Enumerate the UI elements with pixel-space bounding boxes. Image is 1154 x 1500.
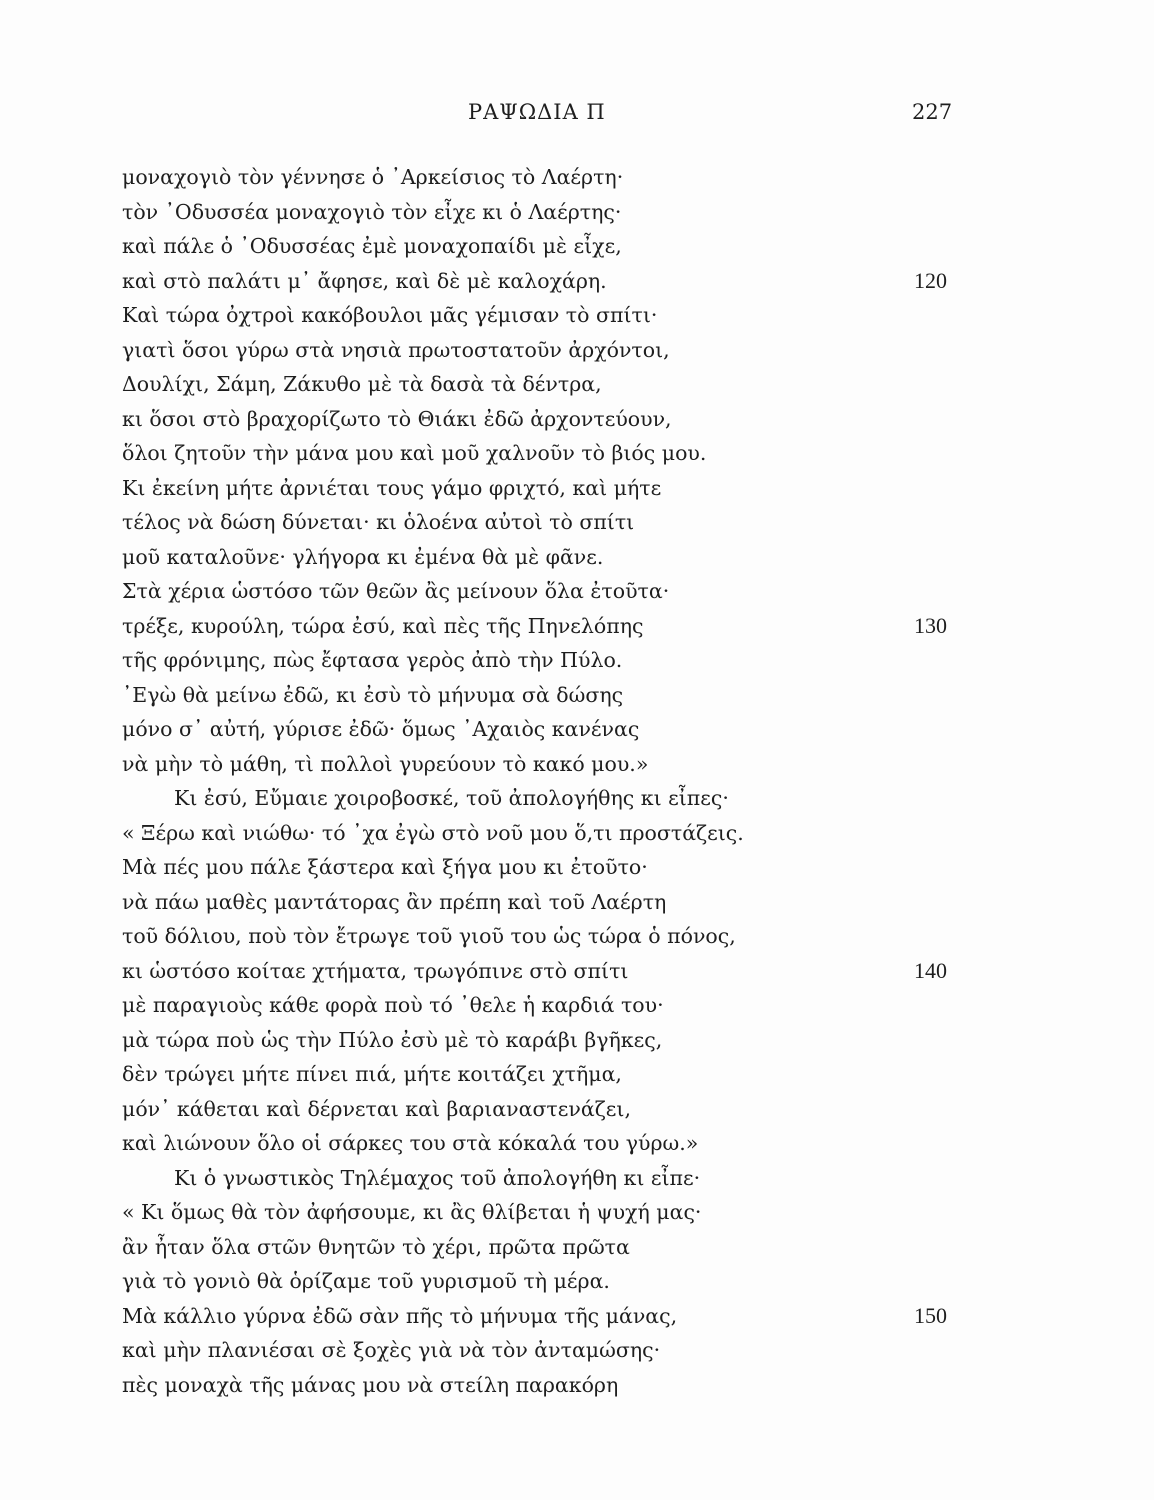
line-number: 130 — [914, 612, 947, 638]
poem-text — [122, 160, 962, 1402]
verse-line — [122, 1126, 962, 1161]
verse-line — [122, 1368, 962, 1403]
verse-line — [122, 160, 962, 195]
verse-text: πὲς μοναχὰ τῆς μάνας μου νὰ στείλη παρακόρη — [122, 1372, 619, 1397]
verse-line — [122, 1264, 962, 1299]
verse-text: μόνο σ᾿ αὐτή, γύρισε ἐδῶ· ὅμως ᾿Αχαιὸς κανένας — [122, 717, 640, 741]
line-number: 120 — [914, 267, 947, 293]
verse-line — [122, 1161, 962, 1196]
verse-text: κι ὅσοι στὸ βραχορίζωτο τὸ Θιάκι ἐδῶ ἀρχοντεύουν, — [122, 406, 672, 431]
verse-text: τῆς φρόνιμης, πὼς ἔφτασα γερὸς ἀπὸ τὴν Πύλο. — [122, 648, 623, 672]
verse-line — [122, 195, 962, 230]
verse-text: τρέξε, κυρούλη, τώρα ἐσύ, καὶ πὲς τῆς Πηνελόπης — [122, 613, 644, 638]
verse-text: νὰ μὴν τὸ μάθη, τὶ πολλοὶ γυρεύουν τὸ κακό μου.» — [122, 751, 649, 776]
verse-text: καὶ στὸ παλάτι μ᾿ ἄφησε, καὶ δὲ μὲ καλοχάρη. — [122, 268, 607, 293]
verse-text: τὸν ᾿Οδυσσέα μοναχογιὸ τὸν εἶχε κι ὁ Λαέρτης· — [122, 199, 622, 224]
verse-line — [122, 367, 962, 402]
verse-text: Μὰ πές μου πάλε ξάστερα καὶ ξήγα μου κι ἐτοῦτο· — [122, 855, 648, 879]
verse-line — [122, 678, 962, 713]
verse-line — [122, 954, 962, 989]
verse-text: μὲ παραγιοὺς κάθε φορὰ ποὺ τό ᾿θελε ἡ καρδιά του· — [122, 993, 664, 1017]
verse-text: καὶ λιώνουν ὅλο οἱ σάρκες του στὰ κόκαλά του γύρω.» — [122, 1131, 699, 1155]
verse-text: ὅλοι ζητοῦν τὴν μάνα μου καὶ μοῦ χαλνοῦν τὸ βιός μου. — [122, 441, 707, 465]
verse-line — [122, 229, 962, 264]
verse-line — [122, 747, 962, 782]
verse-text: γιατὶ ὅσοι γύρω στὰ νησιὰ πρωτοστατοῦν ἀρχόντοι, — [122, 337, 670, 362]
verse-text: Δουλίχι, Σάμη, Ζάκυθο μὲ τὰ δασὰ τὰ δέντρα, — [122, 372, 602, 396]
line-number: 140 — [914, 957, 947, 983]
verse-line — [122, 712, 962, 747]
verse-text: Κι ἐσύ, Εὔμαιε χοιροβοσκέ, τοῦ ἀπολογήθης κι εἶπες· — [174, 786, 729, 810]
verse-line — [122, 885, 962, 920]
verse-line — [122, 540, 962, 575]
verse-line — [122, 988, 962, 1023]
running-head: ΡΑΨΩΔΙΑ Π — [468, 100, 606, 124]
verse-text: ᾿Εγὼ θὰ μείνω ἐδῶ, κι ἐσὺ τὸ μήνυμα σὰ δώσης — [122, 682, 624, 707]
page-number: 227 — [912, 100, 953, 124]
verse-text: νὰ πάω μαθὲς μαντάτορας ἂν πρέπη καὶ τοῦ Λαέρτη — [122, 889, 667, 914]
verse-line — [122, 816, 962, 851]
verse-line — [122, 574, 962, 609]
verse-text: « Κι ὅμως θὰ τὸν ἀφήσουμε, κι ἂς θλίβεται ἡ ψυχή μας· — [122, 1200, 702, 1224]
verse-line — [122, 1057, 962, 1092]
verse-line — [122, 1023, 962, 1058]
verse-line — [122, 781, 962, 816]
verse-line — [122, 609, 962, 644]
verse-text: « Ξέρω καὶ νιώθω· τό ᾿χα ἐγὼ στὸ νοῦ μου ὅ,τι προστάζεις. — [122, 820, 744, 845]
verse-text: Μὰ κάλλιο γύρνα ἐδῶ σὰν πῆς τὸ μήνυμα τῆς μάνας, — [122, 1303, 678, 1328]
verse-line — [122, 1092, 962, 1127]
verse-line — [122, 264, 962, 299]
verse-text: καὶ μὴν πλανιέσαι σὲ ξοχὲς γιὰ νὰ τὸν ἀνταμώσης· — [122, 1338, 661, 1362]
verse-line — [122, 333, 962, 368]
verse-text: Στὰ χέρια ὡστόσο τῶν θεῶν ἂς μείνουν ὅλα ἐτοῦτα· — [122, 579, 670, 603]
verse-text: καὶ πάλε ὁ ᾿Οδυσσέας ἐμὲ μοναχοπαίδι μὲ εἶχε, — [122, 234, 622, 258]
verse-line — [122, 643, 962, 678]
verse-line — [122, 298, 962, 333]
verse-text: μόν᾿ κάθεται καὶ δέρνεται καὶ βαριαναστενάζει, — [122, 1096, 631, 1121]
verse-text: γιὰ τὸ γονιὸ θὰ ὁρίζαμε τοῦ γυρισμοῦ τὴ μέρα. — [122, 1269, 610, 1293]
verse-text: κι ὡστόσο κοίταε χτήματα, τρωγόπινε στὸ σπίτι — [122, 958, 629, 983]
verse-text: Καὶ τώρα ὀχτροὶ κακόβουλοι μᾶς γέμισαν τὸ σπίτι· — [122, 303, 658, 327]
verse-line — [122, 1299, 962, 1334]
verse-line — [122, 1195, 962, 1230]
verse-text: Κι ὁ γνωστικὸς Τηλέμαχος τοῦ ἀπολογήθη κι εἶπε· — [174, 1165, 701, 1190]
verse-text: ἂν ἦταν ὅλα στῶν θνητῶν τὸ χέρι, πρῶτα πρῶτα — [122, 1234, 630, 1259]
verse-text: τοῦ δόλιου, ποὺ τὸν ἔτρωγε τοῦ γιοῦ του ὡς τώρα ὁ πόνος, — [122, 924, 736, 948]
verse-line — [122, 850, 962, 885]
verse-text: μὰ τώρα ποὺ ὡς τὴν Πύλο ἐσὺ μὲ τὸ καράβι βγῆκες, — [122, 1027, 663, 1052]
verse-line — [122, 436, 962, 471]
verse-line — [122, 505, 962, 540]
verse-line — [122, 919, 962, 954]
verse-line — [122, 1230, 962, 1265]
line-number: 150 — [914, 1302, 947, 1328]
verse-text: δὲν τρώγει μήτε πίνει πιά, μήτε κοιτάζει χτῆμα, — [122, 1062, 622, 1086]
verse-line — [122, 1333, 962, 1368]
verse-line — [122, 402, 962, 437]
verse-text: μοῦ καταλοῦνε· γλήγορα κι ἐμένα θὰ μὲ φᾶνε. — [122, 544, 604, 569]
verse-text: Κι ἐκείνη μήτε ἀρνιέται τους γάμο φριχτό, καὶ μήτε — [122, 475, 662, 500]
verse-text: μοναχογιὸ τὸν γέννησε ὁ ᾿Αρκείσιος τὸ Λαέρτη· — [122, 165, 624, 189]
verse-line — [122, 471, 962, 506]
verse-text: τέλος νὰ δώση δύνεται· κι ὁλοένα αὐτοὶ τὸ σπίτι — [122, 510, 635, 534]
page-header — [0, 92, 1154, 132]
